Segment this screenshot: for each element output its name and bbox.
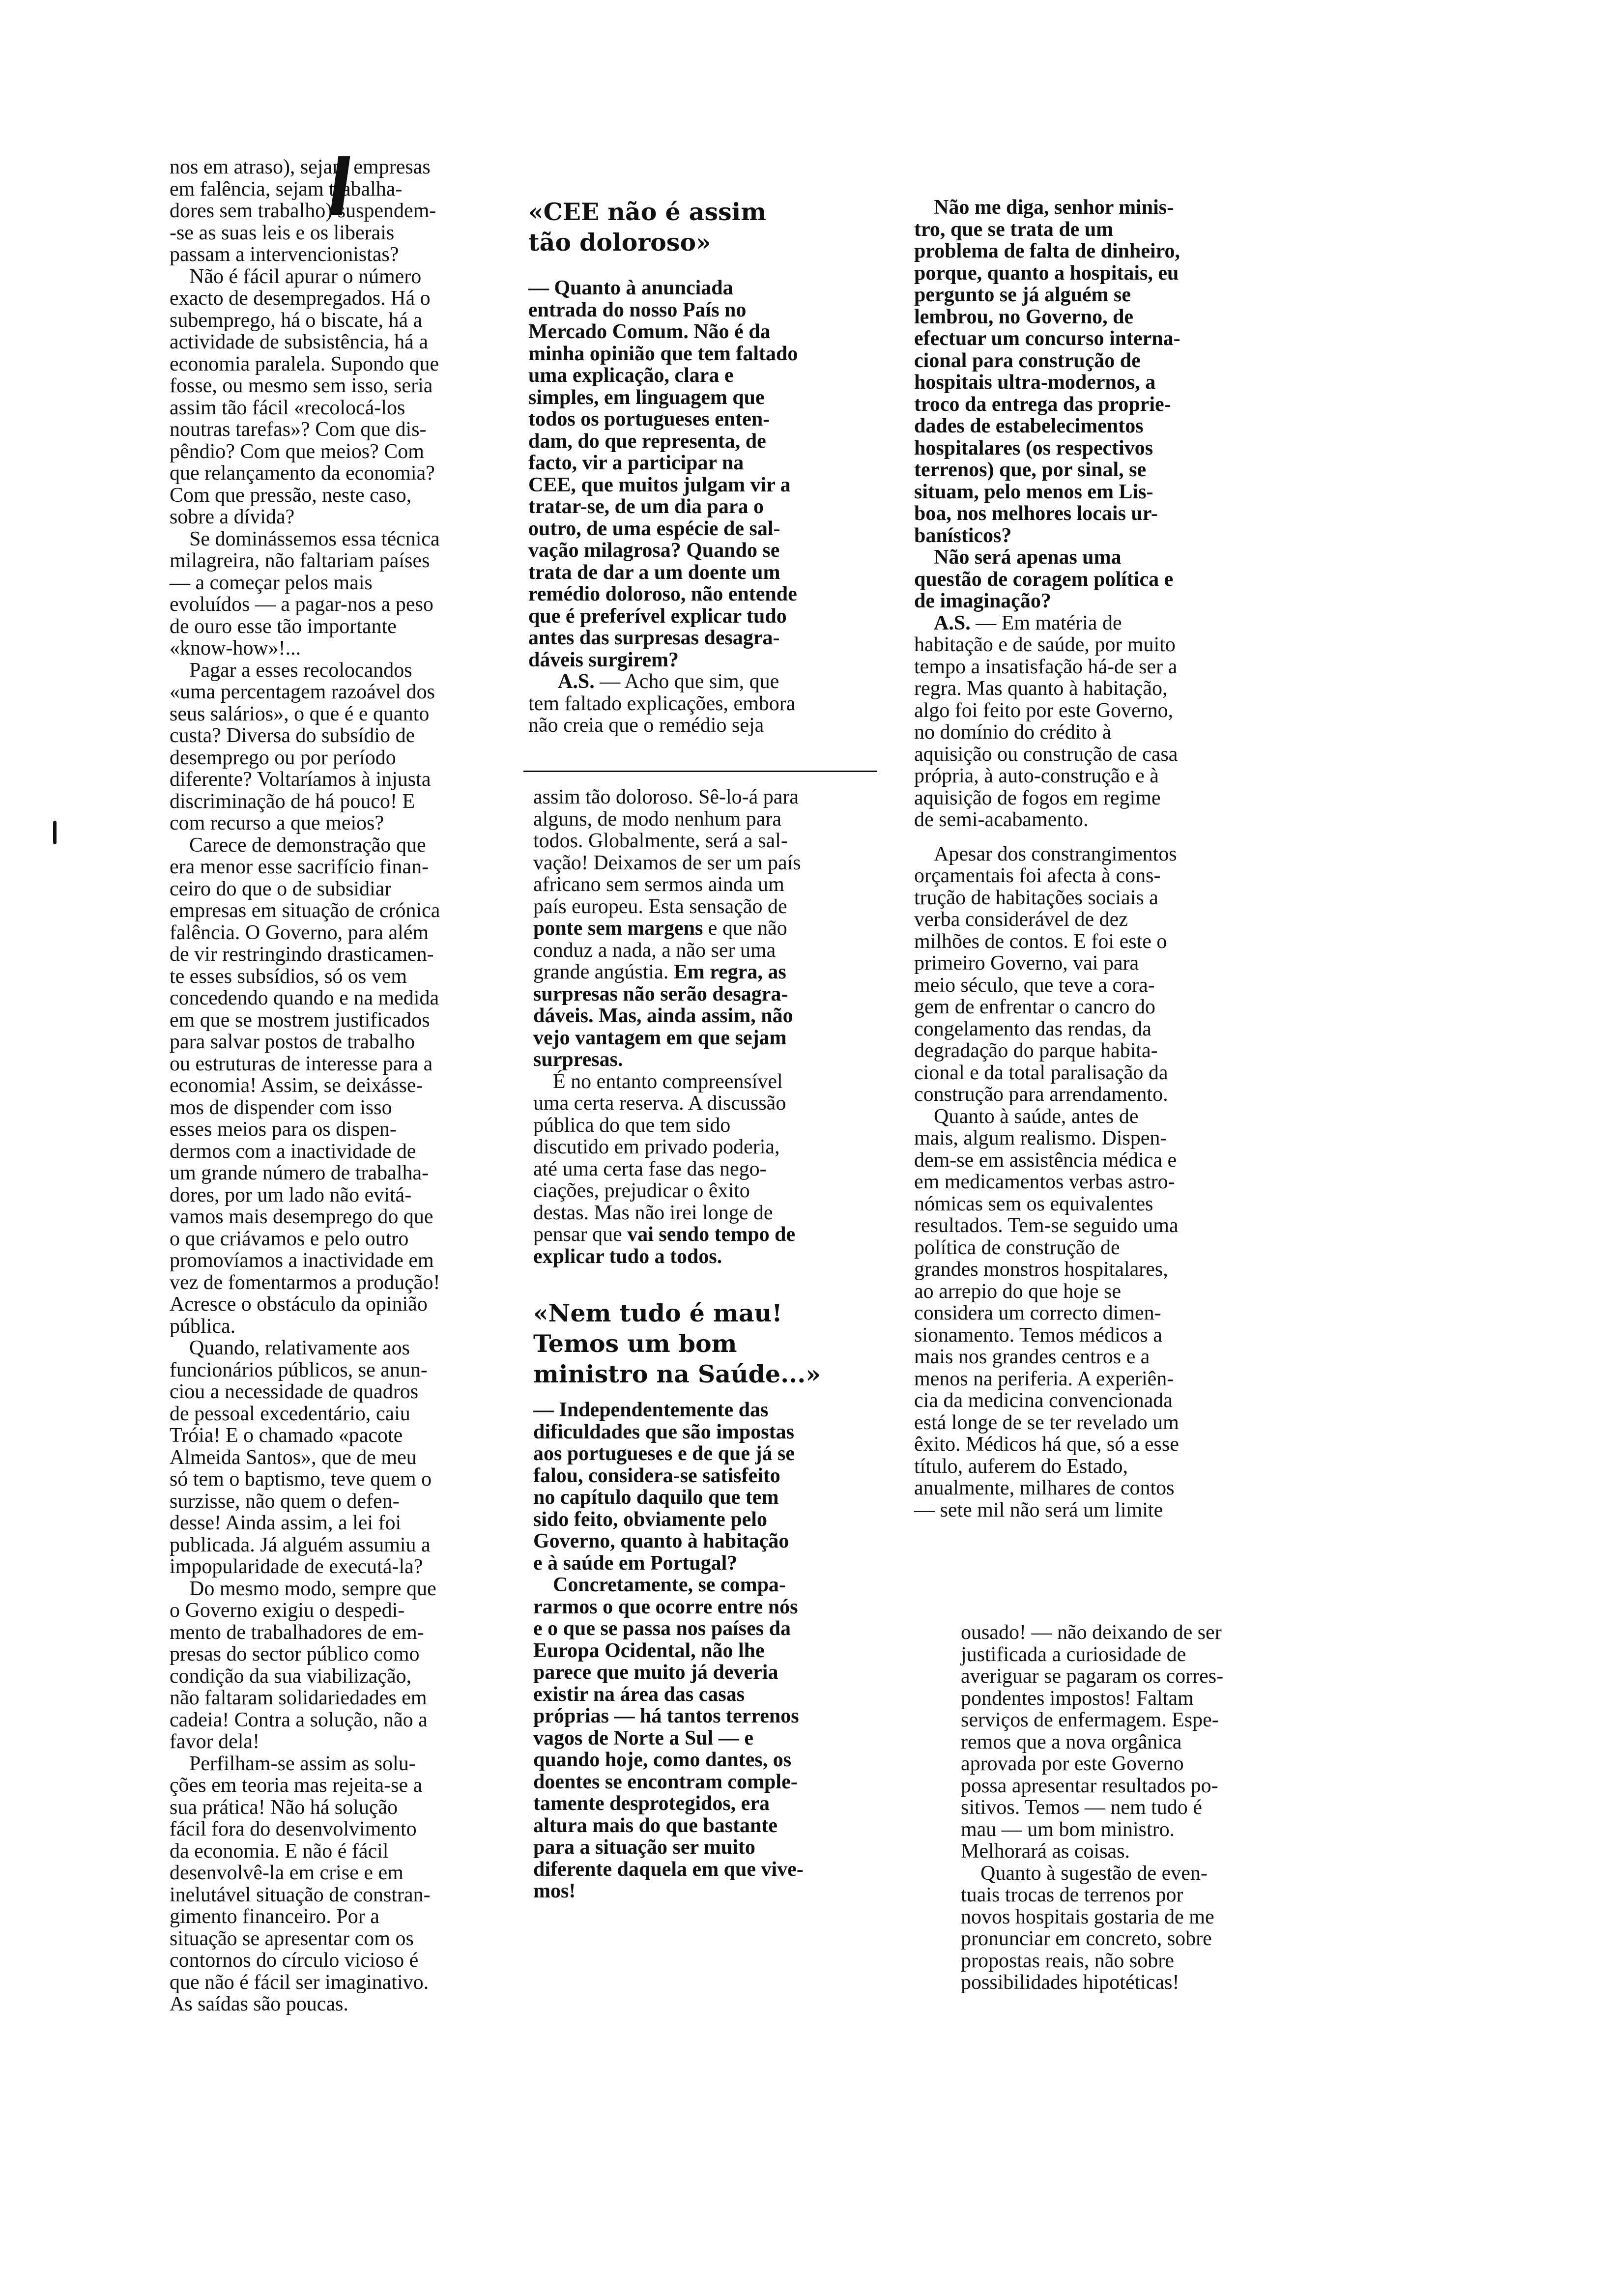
answer-paragraph [914,612,1253,831]
paragraph: ousado! — não deixando de ser justificada a curiosidade de averiguar se pagaram os corres- pondentes impostos! Faltam serviços de enfermagem. Espe- remos que a nova orgânica aprovada por este Governo possa apresentar resultados po- sitivos. Temos — nem tudo é mau — um bom ministro. Melhorará as coisas. [961,1621,1224,1863]
column-3 [914,197,1253,1521]
paragraph: Se dominássemos essa técnica milagreira, não faltariam países — a começar pelos mais evoluídos — a pagar-nos a peso de ouro esse tão importante «know-how»!... [170,527,440,660]
paragraph: Apesar dos constrangimentos orçamentais foi afecta à cons- trução de habitações sociais a verba considerável de dez milhões de contos. E foi este o primeiro Governo, vai para meio século, que teve a cora- gem de enfrentar o cancro do congelamento das rendas, da degradação do parque habita- cional e da total paralisação da construção para arrendamento. [914,842,1177,1106]
paragraph: Quanto à saúde, antes de mais, algum realismo. Dispen- dem-se em assistência médica e em medicamentos verbas astro- nómicas sem os equivalentes resultados. Tem-se seguido uma política de construção de grandes monstros hospitalares, ao arrepio do que hoje se considera um correcto dimen- sionamento. Temos médicos a mais nos grandes centros e a menos na periferia. A experiên- cia da medicina convencionada está longe de se ter revelado um êxito. Médicos há que, só a esse título, auferem do Estado, anualmente, milhares de contos — sete mil não será um limite [914,1105,1179,1521]
question-paragraph: — Independentemente das dificuldades que são impostas aos portugueses e de que já se falou, considera-se satisfeito no capítulo daquilo que tem sido feito, obviamente pelo Governo, quanto à habitação e à saúde em Portugal? [533,1399,795,1575]
column-2-top [528,197,882,737]
margin-mark [53,821,57,844]
paragraph: Quanto à sugestão de even- tuais trocas de terrenos por novos hospitais gostaria de me pronunciar em concreto, sobre propostas reais, não sobre possibilidades hipotéticas! [961,1862,1214,1994]
heading-saude: «Nem tudo é mau! Temos um bom ministro na Saúde...» [533,1299,821,1388]
continuation-paragraph: assim tão doloroso. Sê-lo-á para alguns, de modo nenhum para todos. Globalmente, será a sal- vação! Deixamos de ser um país africano sem sermos ainda um país europeu. Esta sensação de ponte sem margens e que não conduz a nada, a não ser uma grande angústia. Em regra, as surpresas não serão desagra- dáveis. Mas, ainda assim, não vejo vantagem em que sejam surpresas. [533,786,801,1071]
question-paragraph: Concretamente, se compa- rarmos o que ocorre entre nós e o que se passa nos países da Europa Ocidental, não lhe parece que muito já deveria existir na área das casas próprias — há tantos terrenos vagos de Norte a Sul — e quando hoje, como dantes, os doentes se encontram comple- tamente desprotegidos, era altura mais do que bastante para a situação ser muito diferente daquela em que vive- mos! [533,1574,804,1902]
column-divider-rule [523,771,877,772]
paragraph: Quando, relativamente aos funcionários públicos, se anun- ciou a necessidade de quadros de pessoal excedentário, caiu Tróia! E o chamado «pacote Almeida Santos», que de meu só tem o baptismo, teve quem o surzisse, não quem o defen- desse! Ainda assim, a lei foi publicada. Já alguém assumiu a impopularidade de executá-la? [170,1337,432,1578]
paragraph: Carece de demonstração que era menor esse sacrifício finan- ceiro do que o de subsidiar empresas em situação de crónica falência. O Governo, para além de vir restringindo drasticamen- te esses subsídios, só os vem concedendo quando e na medida em que se mostrem justificados para salvar postos de trabalho ou estruturas de interesse para a economia! Assim, se deixásse- mos de dispender com isso esses meios para os dispen- dermos com a inactividade de um grande número de trabalha- dores, por um lado não evitá- vamos mais desemprego do que o que criávamos e pelo outro promovíamos a inactividade em vez de fomentarmos a produção! Acresce o obstáculo da opinião pública. [170,833,440,1338]
heading-cee: «CEE não é assim tão doloroso» [528,198,767,257]
paragraph: Perfilham-se assim as solu- ções em teoria mas rejeita-se a sua prática! Não há solução fácil fora do desenvolvimento da economia. E não é fácil desenvolvê-la em crise e em inelutável situação de constran- gimento financeiro. Por a situação se apresentar com os contornos do círculo vicioso é que não é fácil ser imaginativo. As saídas são poucas. [170,1752,431,2015]
bold-phrase: vai sendo tempo de explicar tudo a todos. [533,1223,796,1268]
answer-text: — Acho que sim, que tem faltado explicações, embora não creia que o remédio seja [528,670,796,737]
bold-phrase: ponte sem margens [533,917,703,940]
paragraph: nos em atraso), sejam empresas em falência, sejam trabalha- dores sem trabalho) suspendem- -se as suas leis e os liberais passam a intervencionistas? [170,156,436,266]
answer-lead: A.S. [934,611,971,634]
column-1 [170,156,514,2015]
paragraph: Não é fácil apurar o número exacto de desempregados. Há o subemprego, há o biscate, há a actividade de subsistência, há a economia paralela. Supondo que fosse, ou mesmo sem isso, seria assim tão fácil «recolocá-los noutras tarefas»? Com que dis- pêndio? Com que meios? Com que relançamento da economia? Com que pressão, neste caso, sobre a dívida? [170,265,439,528]
column-2-bottom [533,786,887,1902]
answer-lead: A.S. [558,670,595,693]
paragraph: Do mesmo modo, sempre que o Governo exigiu o despedi- mento de trabalhadores de em- presas do sector público como condição da sua viabilização, não faltaram solidariedades em cadeia! Contra a solução, não a favor dela! [170,1577,436,1753]
answer-text: — Em matéria de habitação e de saúde, por muito tempo a insatisfação há-de ser a regra. Mas quanto à habitação, algo foi feito por este Governo, no domínio do crédito à aquisição ou construção de casa própria, à auto-construção e à aquisição de fogos em regime de semi-acabamento. [914,611,1178,831]
paragraph: Pagar a esses recolocandos «uma percentagem razoável dos seus salários», o que é e quanto custa? Diversa do subsídio de desemprego ou por período diferente? Voltaríamos à injusta discriminação de há pouco! E com recurso a que meios? [170,659,435,834]
paragraph: É no entanto compreensível uma certa reserva. A discussão pública do que tem sido discutido em privado poderia, até uma certa fase das nego- ciações, prejudicar o êxito destas. Mas não irei longe de pensar que vai sendo tempo de explicar tudo a todos. [533,1070,796,1268]
answer-paragraph [528,671,882,737]
question-paragraph: Não será apenas uma questão de coragem política e de imaginação? [914,546,1174,612]
question-paragraph: — Quanto à anunciada entrada do nosso País no Mercado Comum. Não é da minha opinião que tem faltado uma explicação, clara e simples, em linguagem que todos os portugueses enten- dam, do que representa, de facto, vir a participar na CEE, que muitos julgam vir a tratar-se, de um dia para o outro, de uma espécie de sal- vação milagrosa? Quando se trata de dar a um doente um remédio doloroso, não entende que é preferível explicar tudo antes das surpresas desagra- dáveis surgirem? [528,277,798,671]
question-paragraph: Não me diga, senhor minis- tro, que se trata de um problema de falta de dinheiro, porque, quanto a hospitais, eu pergunto se já alguém se lembrou, no Governo, de efectuar um concurso interna- cional para construção de hospitais ultra-modernos, a troco da entrega das proprie- dades de estabelecimentos hospitalares (os respectivos terrenos) que, por sinal, se situam, pelo menos em Lis- boa, nos melhores locais ur- banísticos? [914,196,1180,547]
column-4 [961,1622,1305,1994]
bold-phrase: Em regra, as surpresas não serão desagra- dáveis. Mas, ainda assim, não vejo vantagem em que sejam surpresas. [533,961,793,1071]
